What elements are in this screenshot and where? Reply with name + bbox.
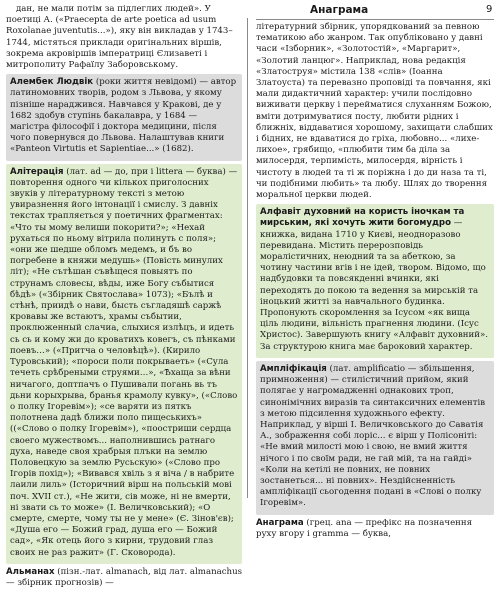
header-rule (256, 19, 494, 20)
headword: Альманах (6, 566, 55, 577)
entry-text: (роки життя невідомі) — автор латиномовних творів, родом з Львова, у якому пізніше нараджився. Навчався у Кракові, де у 1682 здобув ступінь бакалавра, у 1684 — магістра філософії і доктора медицини, після чого повернувся до Львова. Налаштував книги «Panteon Virtutis et Sapientiae...» (1682). (10, 77, 237, 155)
headword: Алембек Людвік (10, 77, 94, 88)
entry-continuation: дан, не мали потім за підлеглих людей». У поетиці А. («Praecepta de arte poetica ad usum Roxolanae juventutis...»), яку він викладав у 1743–1744, містяться приклади оригінальних віршів, зокрема акровіршів імператриці Єлизаветі і митрополиту Рафаїлу Заборовському. (6, 4, 233, 71)
entry-alliteration (6, 164, 242, 564)
entry-text: (лат. amplificatio — збільшення, примноження) — стилістичний прийом, який полягає у нагромадженні однакових троп, синонімічних виразів та синтаксичних елементів з метою підсилення художнього ефекту. Наприклад, у вірші І. Величковського до Саватія А., зображення собі лоріс... є вірш у Полісоніті: «Не вмий милості мою і свою, не вмий життя нічого і по своїм ради, не гай мій, та на гайді» «Коли на кетілі не повних, не повних зостанеться... ні повних». Нездійсненність ампліфікації сьогодення подані в «Слові о полку Ігоревім». (260, 363, 486, 509)
entry-anagram (256, 518, 494, 540)
right-column (256, 22, 494, 542)
running-head: Анаграма (310, 4, 369, 16)
entry-almanac (6, 567, 242, 589)
entry-amplification (256, 361, 494, 515)
entry-alphabet (256, 204, 494, 358)
headword: Алітерація (10, 166, 64, 177)
headword: Ампліфікація (260, 363, 327, 374)
left-column (6, 4, 242, 591)
page-number: 9 (486, 4, 493, 15)
entry-alembek (6, 74, 242, 160)
entry-text: (пізн.-лат. almanach, від лат. almanachus — збірник прогнозів) — (6, 566, 243, 588)
headword: Алфавіт духовний на користь іночкам та мирським, які хочуть жити богомудро (260, 207, 465, 229)
entry-continuation: літературний збірник, упорядкований за певною тематикою або жанром. Так опубліковано у давні часи «Ізборник», «Золотостій», «Маргарит», «Золотий ланцюг». Наприклад, нова редакція «Златоструя» містила 138 «слів» (Іоанна Златоуста) та перевазно проповіді та повчання, які мали дидактичний характер: учили послідовно виживати церкву і перейматися слуханням Божою, вміти дотримуватися посту, любити рідних і ближніх, віддаватися хорошому, захищати слабших і бідних, не вдаватися до гріха, любовно... «лихе-лихое», грябищо, «плюбити тим ба діла за милосердя, терпимість, милосердя, вірність і чистоту в людей та ті ж поріжна і до ди наза та ті, чи подібними любить» та любу. Шлях до творення моральної церкви людей. (256, 22, 493, 201)
entry-text: (грец. ana — префікс на позначення руху вгору і gramma — буква, (256, 517, 473, 539)
headword: Анаграма (256, 517, 304, 528)
column-divider (247, 18, 248, 498)
entry-text: (лат. ad — до, при і littera — буква) — повторення одного чи кількох приголосних звуків у літературному тексті з метою увиразнення його інтонації і смислу. З давніх текстах трапляється у поетичних фрагментах: «Что ты мому велиши покорити?»; «Нехай рухаться по ньому вітрила полинуть с поля»; «они же шедше обломъ медемъ, и бъ во погребене в княжи медушь» (Повість минулих літ); «Не сътѣшан съвѣщеся повыятъ по струнамъ словесы, вѣды, иже Богу събытися бѣдѣ» («Збірник Святослава» 1073); «Бълѣ и стѣнѣ, приидѣ о нави, бысть съгладяшѣ саржѣ кровавы же встаютъ, храмы събытии, проклюженный слачиа, слыхися излѣцъ, и идеть сь сь и кому жи до кроватихъ ковегъ, съ пѣнками поевъ…» («Притча о человѣцѣ»). (Кирило Туровський); «пороси поли покрываеть» («Сула течеть срѣбреными струями…», «Ѣхаща за вѣни ничагого, доптпачъ о Пушивали погань вь тъ дьни корыхрыва, бранья крамолу кувку», («Слово о полку Ігоревім»); «се варяти из пяткъ полотнена дадѣ ближи поло пищеськихъ» ((«Слово о полку Ігоревім»), «поостриши сердца своего мужествомъ... наполнившись ратнаго духа, наведе своя храбрыя плъки на землю Половецкую за землю Русьскую» («Слово про Ігорів похід»); «Вивався хвіль з я віча / в набрите лаили лиль» (Історичний вірш на польській мові поч. XVII ст.), «Не жити, сів може, ні не вмерти, ні звати сь то може» (І. Величковський); «О смерте, смерте, чому ты не у мене» (Є. Зінов'єв); «Душа его — Божий град, душа его — Божий сад», «Як отець його з кирни, трудовий глаз своих не раз ражит» (Г. Сковорода). (10, 166, 238, 558)
entry-text: — книжка, видана 1710 у Києві, неодноразово перевидана. Містить перерозповідь моралістичних, неюдний та за абеткою, за чотину частини вгів і не ідей, твором. Відомо, що надбудовки та повсякденні вчинки, які переходять до покою та ведення за мирській та іноцький житті за навчального будинка. Пропонують скоромлення за Ісусом «як вища ціль людини, вільність прагнення людини. (Ісус Христос). Завершують книгу «Алфавіт духовний». За структурою книга має бароковий характер. (260, 218, 488, 352)
